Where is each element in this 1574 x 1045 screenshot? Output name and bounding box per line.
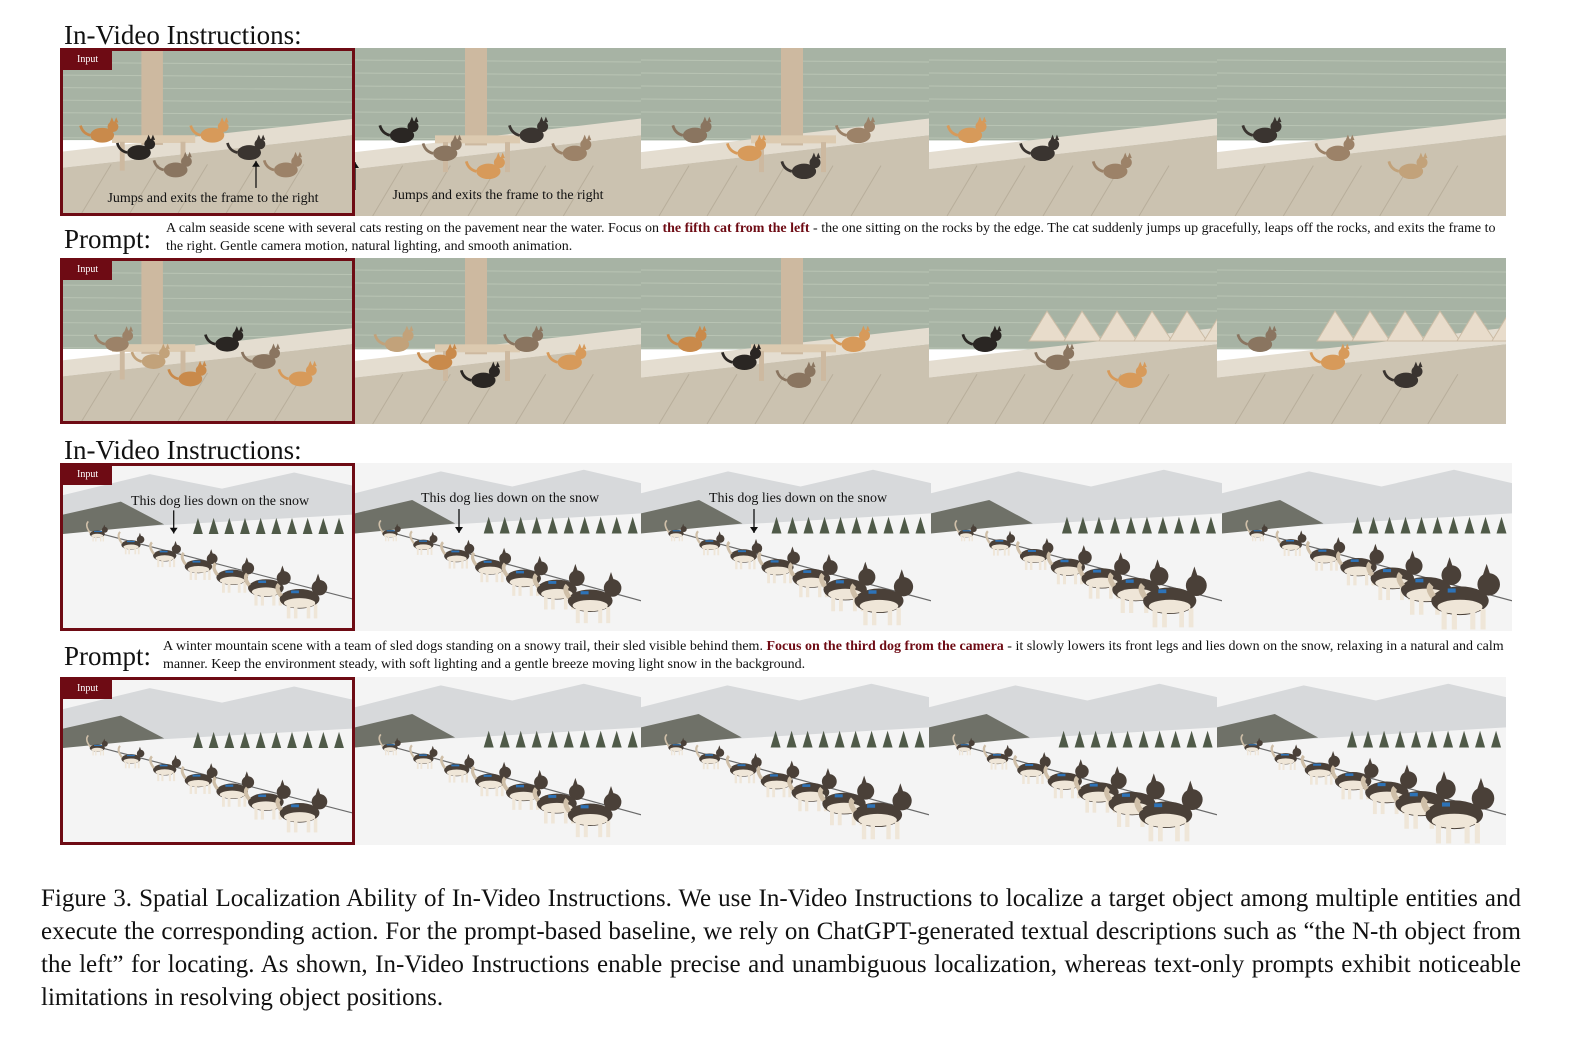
video-frame: [931, 463, 1222, 631]
input-frame: [60, 677, 355, 845]
frame-illustration: [355, 677, 641, 845]
instruction-overlay-text: Jumps and exits the frame to the right: [392, 188, 604, 203]
video-frame: [641, 677, 929, 845]
video-frame: [1217, 48, 1506, 216]
frame-illustration: [63, 51, 352, 213]
frame-illustration: [931, 463, 1222, 631]
frame-illustration: [929, 48, 1217, 216]
input-frame: [60, 48, 355, 216]
video-frame: [641, 48, 929, 216]
video-frame: [1217, 677, 1506, 845]
section-label-cats-instructions: In-Video Instructions:: [64, 20, 302, 50]
frame-strip-cats-instructions: [60, 48, 1506, 216]
frame-strip-dogs-prompt: [60, 677, 1506, 845]
video-frame: [929, 258, 1217, 424]
prompt-text-before: A calm seaside scene with several cats resting on the pavement near the water. Focus on: [166, 221, 663, 236]
video-frame: [929, 48, 1217, 216]
prompt-text-before: A winter mountain scene with a team of sled dogs standing on a snowy trail, their sled visible behind them.: [163, 639, 767, 654]
frame-illustration: [63, 466, 352, 628]
input-badge: Input: [63, 51, 112, 70]
prompt-label-cats: Prompt:: [64, 224, 152, 254]
frame-illustration: [641, 258, 929, 424]
input-frame: [60, 463, 355, 631]
prompt-text-after: - it slowly lowers its front legs and lies down on the snow, relaxing in a natural and calm manner. Keep the environment steady, with soft lighting and a gentle breeze moving light snow in the background.: [163, 639, 1504, 672]
prompt-highlight: Focus on the third dog from the camera: [766, 639, 1004, 654]
video-frame: [355, 48, 641, 216]
video-frame: [355, 258, 641, 424]
video-frame: [355, 463, 641, 631]
frame-illustration: [929, 677, 1217, 845]
prompt-text-dogs: [163, 638, 1513, 674]
frame-illustration: [641, 677, 929, 845]
frame-illustration: [1217, 48, 1506, 216]
input-badge: Input: [63, 680, 112, 699]
frame-strip-dogs-instructions: [60, 463, 1512, 631]
figure-caption: Figure 3. Spatial Localization Ability of In-Video Instructions. We use In-Video Instructions to localize a target object among multiple entities and execute the corresponding action. For the prompt-based baseline, we rely on ChatGPT-generated textual descriptions such as “the N-th object from the left” for locating. As shown, In-Video Instructions enable precise and unambiguous localization, whereas text-only prompts exhibit noticeable limitations in resolving object positions.: [41, 885, 1521, 1011]
video-frame: [1222, 463, 1512, 631]
video-frame: [1217, 258, 1506, 424]
frame-strip-cats-prompt: [60, 258, 1506, 424]
frame-illustration: [929, 258, 1217, 424]
frame-illustration: [63, 680, 352, 842]
input-badge: Input: [63, 261, 112, 280]
prompt-label-dogs: Prompt:: [64, 641, 152, 671]
input-frame: [60, 258, 355, 424]
video-frame: [641, 463, 931, 631]
frame-illustration: [355, 463, 641, 631]
frame-illustration: [1217, 258, 1506, 424]
frame-illustration: [641, 463, 931, 631]
frame-illustration: [355, 258, 641, 424]
prompt-text-cats: [166, 220, 1496, 256]
instruction-overlay-text: This dog lies down on the snow: [420, 491, 600, 506]
video-frame: [355, 677, 641, 845]
instruction-overlay-text: This dog lies down on the snow: [130, 494, 310, 509]
prompt-text-after: - the one sitting on the rocks by the edge. The cat suddenly jumps up gracefully, leaps off the rocks, and exits the frame to the right. Gentle camera motion, natural lighting, and smooth animation.: [166, 221, 1496, 254]
frame-illustration: [641, 48, 929, 216]
prompt-highlight: the fifth cat from the left: [662, 221, 810, 236]
frame-illustration: [63, 261, 352, 421]
frame-illustration: [1222, 463, 1512, 631]
video-frame: [929, 677, 1217, 845]
video-frame: [641, 258, 929, 424]
section-label-dogs-instructions: In-Video Instructions:: [64, 435, 302, 465]
input-badge: Input: [63, 466, 112, 485]
instruction-overlay-text: Jumps and exits the frame to the right: [107, 191, 319, 206]
instruction-overlay-text: This dog lies down on the snow: [708, 491, 888, 506]
frame-illustration: [1217, 677, 1506, 845]
